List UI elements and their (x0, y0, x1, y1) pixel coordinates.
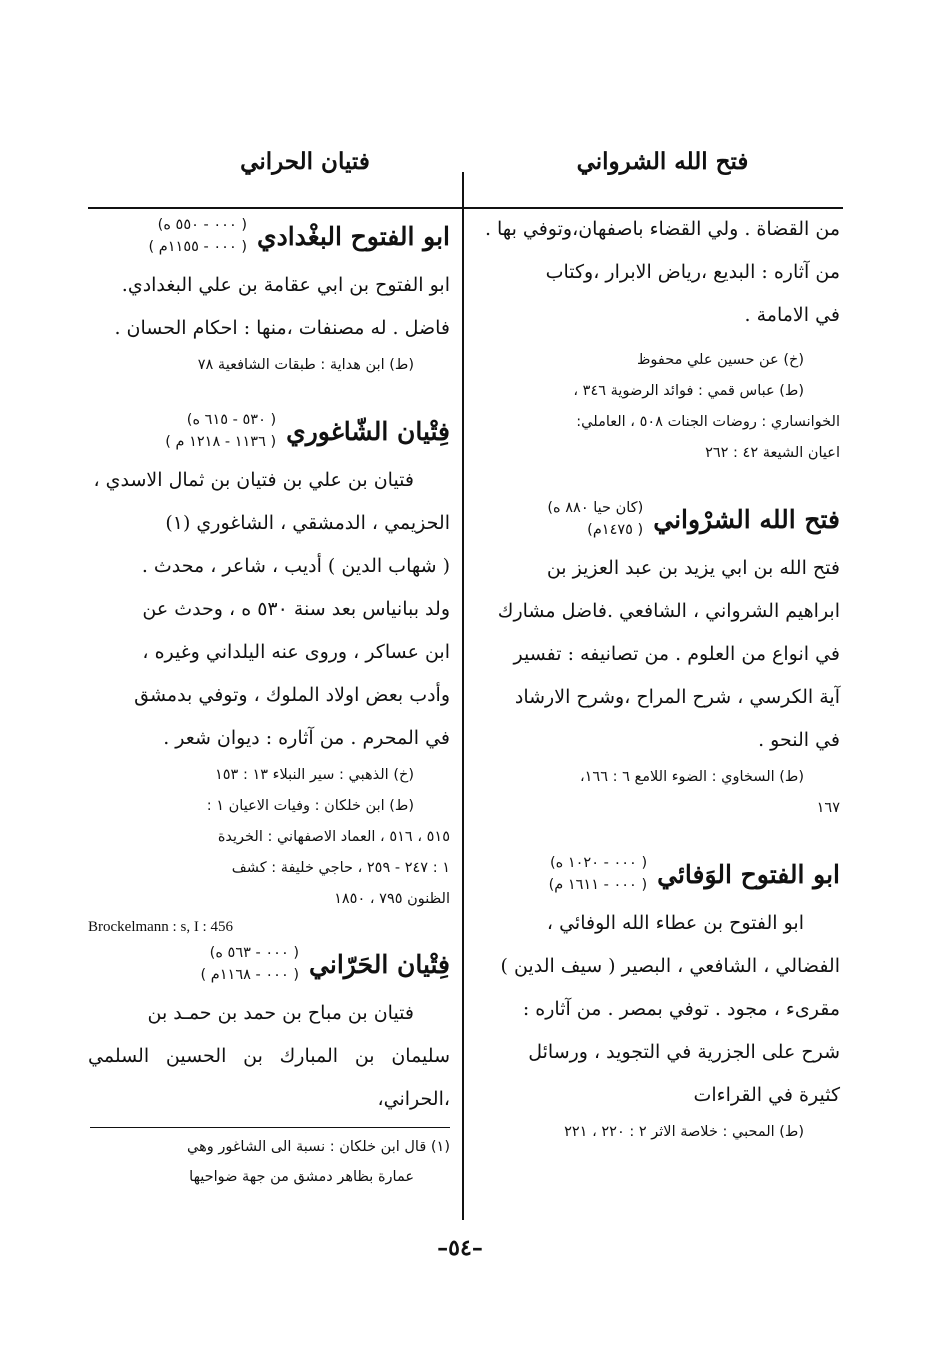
entry-line: فاضل . له مصنفات ،منها : احكام الحسان . (114, 317, 450, 339)
entry-line: فتيان بن علي بن فتيان بن ثمال الاسدي ، (93, 469, 414, 491)
page-number: –٥٤– (437, 1235, 483, 1261)
entry-source: ٥١٥ ، ٥١٦ ، العماد الاصفهاني : الخريدة (217, 829, 450, 845)
header-left-title: فتيان الحراني (240, 148, 370, 175)
entry-source: (خ) الذهبي : سير النبلاء ١٣ : ١٥٣ (214, 767, 414, 783)
date-gregorian: ( ٠٠٠ - ١٦١١ م) (548, 877, 648, 893)
footnote-line: عمارة بظاهر دمشق من جهة ضواحيها (189, 1169, 414, 1185)
entry-source: ١ : ٢٤٧ - ٢٥٩ ، حاجي خليفة : كشف (231, 860, 450, 876)
entry-line: فتح الله بن ابي يزيد بن عبد العزيز بن (546, 557, 840, 579)
entry-dates (549, 852, 648, 896)
entry-line: ولد ببانياس بعد سنة ٥٣٠ ه ، وحدث عن (142, 598, 450, 620)
entry-line: سليمان بن المبارك بن الحسين السلمي ،الحراني، (88, 1045, 450, 1110)
right-intro-line: في الامامة . (744, 304, 840, 326)
entry-line: في النحو . (758, 729, 840, 751)
entry-source: (ط) المحبي : خلاصة الاثر ٢ : ٢٢٠ ، ٢٢١ (564, 1124, 804, 1140)
right-intro-line: من القضاة . ولي القضاء باصفهان،وتوفي بها . (484, 218, 840, 240)
right-intro-source: الخوانساري : روضات الجنات ٥٠٨ ، العاملي: (576, 414, 840, 430)
entry-line: ابو الفتوح بن ابي عقامة بن علي البغدادي. (121, 274, 450, 296)
entry-source: (ط) السخاوي : الضوء اللامع ٦ : ١٦٦، (579, 769, 804, 785)
entry-heading (478, 497, 840, 541)
entry-heading (88, 942, 450, 986)
entry-line: ابو الفتوح بن عطاء الله الوفائي ، (546, 912, 804, 934)
column-divider (462, 172, 464, 1220)
date-gregorian: ( ٠٠٠ - ١١٦٨م ) (200, 967, 300, 983)
footnote-line: (١) قال ابن خلكان : نسبة الى الشاغور وهي (187, 1139, 450, 1155)
date-gregorian: ( ٠٠٠ - ١١٥٥م ) (148, 239, 248, 255)
footnote-rule (90, 1127, 450, 1128)
entry-heading (88, 409, 450, 453)
date-hijri: ( ٥٣٠ - ٦١٥ ه) (186, 412, 277, 428)
date-gregorian: ( ١١٣٦ - ١٢١٨ م ) (165, 434, 277, 450)
entry-name: فِتْيان الشّاغوري (286, 416, 450, 446)
entry-source: الظنون ٧٩٥ ، ١٨٥٠ (334, 891, 450, 907)
entry-dates (547, 497, 643, 541)
header-right-title: فتح الله الشرواني (576, 148, 749, 175)
entry-dates (165, 409, 276, 453)
entry-source: (ط) ابن خلكان : وفيات الاعيان ١ : (206, 798, 414, 814)
entry-heading (478, 852, 840, 896)
entry-line: ابراهيم الشرواني ، الشافعي .فاضل مشارك (497, 600, 840, 622)
entry-line: كثيرة في القراءات (693, 1084, 840, 1106)
entry-line: في المحرم . من آثاره : ديوان شعر . (163, 727, 450, 749)
right-intro-source: (خ) عن حسين علي محفوظ (636, 352, 804, 368)
entry-line: فتيان بن مباح بن حمد بن حمـد بن (147, 1002, 414, 1024)
left-column (88, 208, 450, 1192)
right-column (478, 208, 840, 1148)
entry-dates (149, 214, 248, 258)
entry-line: الحزيمي ، الدمشقي ، الشاغوري (١) (165, 512, 450, 534)
date-hijri: (كان حيا ٨٨٠ ه) (547, 500, 644, 516)
entry-line: مقرىء ، مجود . توفي بمصر . من آثاره : (522, 998, 840, 1020)
entry-source: ١٦٧ (816, 800, 840, 816)
entry-name: ابو الفتوح البغْدادي (257, 221, 450, 251)
entry-line: ( شهاب الدين ) أديب ، شاعر ، محدث . (141, 555, 450, 577)
entry-line: ابن عساكر ، وروى عنه اليلداني وغيره ، (142, 641, 450, 663)
entry-line: آية الكرسي ، شرح المراح ،وشرح الارشاد (514, 686, 840, 708)
right-intro-source: (ط) عباس قمي : فوائد الرضوية ٣٤٦ ، (573, 383, 804, 399)
entry-name: ابو الفتوح الوَفائي (657, 859, 840, 889)
date-hijri: ( ٠٠٠ - ٥٦٣ ه) (209, 945, 300, 961)
entry-line: الفضالي ، الشافعي ، البصير ( سيف الدين ) (500, 955, 840, 977)
right-intro-line: من آثاره : البديع ،رياض الابرار ،وكتاب (545, 261, 840, 283)
right-intro-source: اعيان الشيعة ٤٢ : ٢٦٢ (705, 445, 840, 461)
entry-name: فِتْيان الحَرّاني (309, 949, 450, 979)
entry-source: (ط) ابن هداية : طبقات الشافعية ٧٨ (197, 357, 414, 373)
date-hijri: ( ٠٠٠ - ١٠٢٠ ه) (549, 855, 648, 871)
date-gregorian: ( ١٤٧٥م) (587, 522, 644, 538)
latin-reference: Brockelmann : s, I : 456 (88, 919, 233, 935)
entry-line: في انواع من العلوم . من تصانيفه : تفسير (513, 643, 840, 665)
entry-dates (201, 942, 300, 986)
entry-line: شرح على الجزرية في التجويد ، ورسائل (528, 1041, 840, 1063)
entry-line: وأدب بعض اولاد الملوك ، وتوفي بدمشق (134, 684, 450, 706)
entry-heading (88, 214, 450, 258)
date-hijri: ( ٠٠٠ - ٥٥٠ ه) (157, 217, 248, 233)
entry-name: فتح الله الشرْواني (653, 504, 840, 534)
